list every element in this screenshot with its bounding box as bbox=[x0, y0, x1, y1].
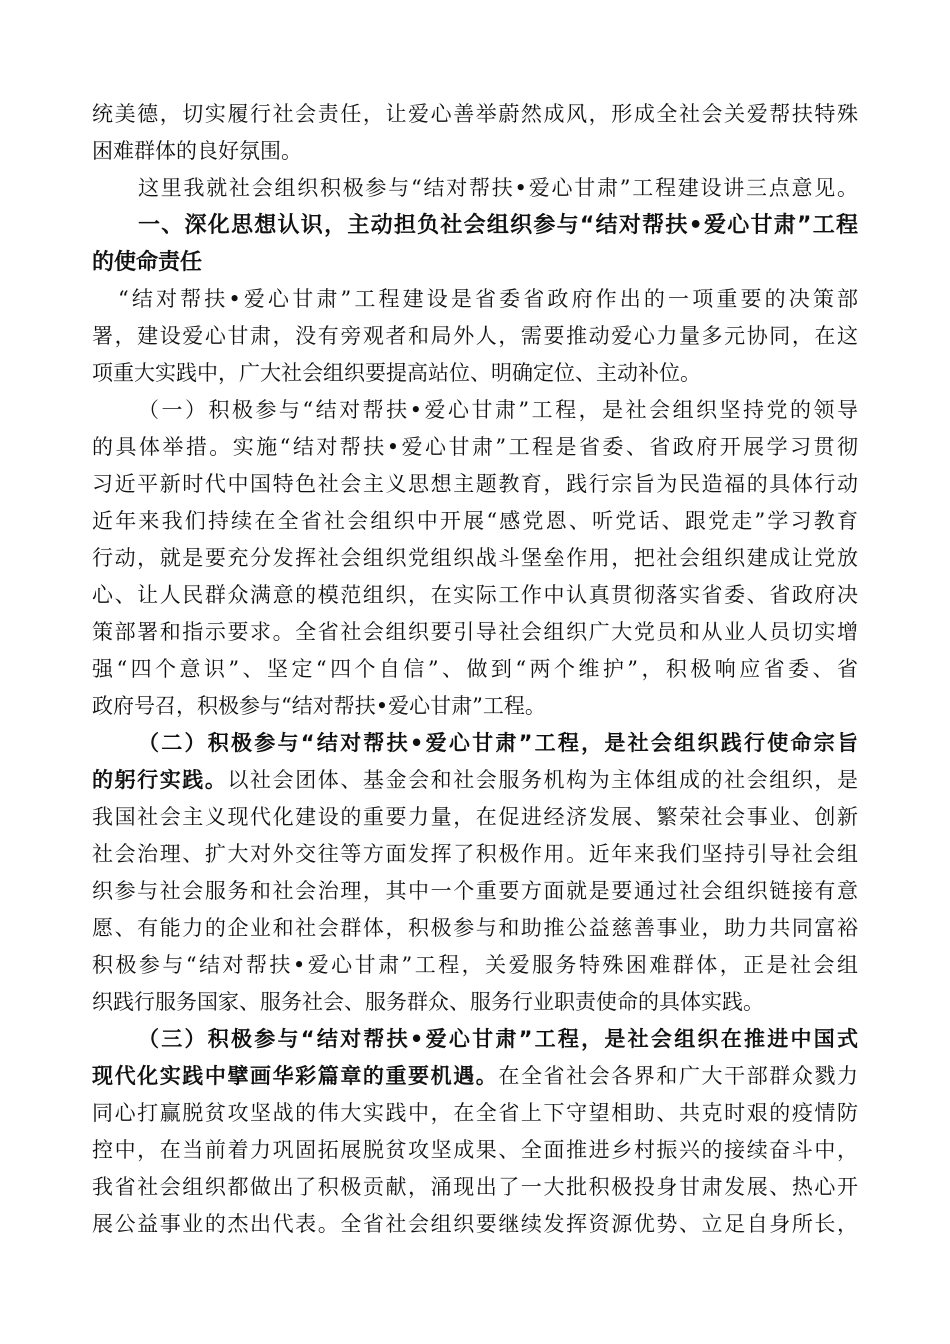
text-segment: 织践行服务国家、服务社会、服务群众、服务行业职责使命的具体实践。 bbox=[92, 990, 764, 1014]
text-segment: 积极参与“结对帮扶•爱心甘肃”工程，关爱服务特殊困难群体，正是社会组 bbox=[92, 953, 858, 977]
text-segment: 近年来我们持续在全省社会组织中开展“感党恩、听党话、跟党走”学习教育 bbox=[92, 509, 858, 533]
text-line bbox=[92, 1169, 858, 1206]
text-segment: 我省社会组织都做出了积极贡献，涌现出了一大批积极投身甘肃发展、热心开 bbox=[92, 1175, 858, 1199]
text-line bbox=[92, 1021, 858, 1058]
text-segment: 我国社会主义现代化建设的重要力量，在促进经济发展、繁荣社会事业、创新 bbox=[92, 805, 858, 829]
text-segment: 习近平新时代中国特色社会主义思想主题教育，践行宗旨为民造福的具体行动 bbox=[92, 472, 858, 496]
text-line bbox=[92, 392, 858, 429]
text-segment: 困难群体的良好氛围。 bbox=[92, 139, 302, 163]
text-segment: 统美德，切实履行社会责任，让爱心善举蔚然成风，形成全社会关爱帮扶特殊 bbox=[92, 102, 858, 126]
text-line bbox=[92, 984, 858, 1021]
text-segment: 以社会团体、基金会和社会服务机构为主体组成的社会组织，是 bbox=[227, 768, 859, 792]
section-heading-line bbox=[92, 244, 858, 281]
text-segment: （一）积极参与“结对帮扶•爱心甘肃”工程，是社会组织坚持党的领导 bbox=[138, 398, 858, 422]
bold-text: （三）积极参与“结对帮扶•爱心甘肃”工程，是社会组织在推进中国式 bbox=[138, 1027, 858, 1051]
text-segment: 项重大实践中，广大社会组织要提高站位、明确定位、主动补位。 bbox=[92, 361, 701, 385]
text-segment: 强“四个意识”、坚定“四个自信”、做到“两个维护”，积极响应省委、省 bbox=[92, 657, 858, 681]
text-segment: 在全省社会各界和广大干部群众戮力 bbox=[498, 1064, 859, 1088]
text-line bbox=[92, 466, 858, 503]
text-segment: 心、让人民群众满意的模范组织，在实际工作中认真贯彻落实省委、省政府决 bbox=[92, 583, 858, 607]
text-segment: 社会治理、扩大对外交往等方面发挥了积极作用。近年来我们坚持引导社会组 bbox=[92, 842, 858, 866]
text-segment: 一、深化思想认识，主动担负社会组织参与“结对帮扶•爱心甘肃”工程 bbox=[138, 213, 858, 238]
text-segment: 展公益事业的杰出代表。全省社会组织要继续发挥资源优势、立足自身所长， bbox=[92, 1212, 858, 1236]
text-line bbox=[92, 429, 858, 466]
text-line bbox=[92, 577, 858, 614]
text-line bbox=[92, 651, 858, 688]
bold-text: 现代化实践中擘画华彩篇章的重要机遇。 bbox=[92, 1064, 499, 1088]
section-heading-line bbox=[92, 207, 858, 244]
text-segment: 的具体举措。实施“结对帮扶•爱心甘肃”工程是省委、省政府开展学习贯彻 bbox=[92, 435, 858, 459]
text-line bbox=[92, 836, 858, 873]
text-line bbox=[92, 799, 858, 836]
bold-text: 的躬行实践。 bbox=[92, 768, 228, 792]
text-segment: 同心打赢脱贫攻坚战的伟大实践中，在全省上下守望相助、共克时艰的疫情防 bbox=[92, 1101, 858, 1125]
text-line bbox=[92, 540, 858, 577]
text-line bbox=[92, 355, 858, 392]
text-line bbox=[92, 873, 858, 910]
text-line bbox=[92, 1206, 858, 1243]
text-line bbox=[92, 1132, 858, 1169]
text-line bbox=[92, 133, 858, 170]
text-line bbox=[92, 614, 858, 651]
text-segment: “结对帮扶•爱心甘肃”工程建设是省委省政府作出的一项重要的决策部 bbox=[118, 287, 858, 311]
text-line bbox=[92, 688, 858, 725]
bold-text: （二）积极参与“结对帮扶•爱心甘肃”工程，是社会组织践行使命宗旨 bbox=[138, 731, 858, 755]
text-line bbox=[92, 947, 858, 984]
text-segment: 织参与社会服务和社会治理，其中一个重要方面就是要通过社会组织链接有意 bbox=[92, 879, 858, 903]
text-line bbox=[92, 281, 858, 318]
text-segment: 政府号召，积极参与“结对帮扶•爱心甘肃”工程。 bbox=[92, 694, 546, 718]
text-line bbox=[92, 318, 858, 355]
text-line bbox=[92, 762, 858, 799]
text-line bbox=[92, 503, 858, 540]
text-segment: 署，建设爱心甘肃，没有旁观者和局外人，需要推动爱心力量多元协同，在这 bbox=[92, 324, 858, 348]
text-segment: 这里我就社会组织积极参与“结对帮扶•爱心甘肃”工程建设讲三点意见。 bbox=[138, 176, 858, 200]
text-line bbox=[92, 910, 858, 947]
text-line bbox=[92, 725, 858, 762]
text-segment: 策部署和指示要求。全省社会组织要引导社会组织广大党员和从业人员切实增 bbox=[92, 620, 858, 644]
text-segment: 的使命责任 bbox=[92, 250, 203, 275]
text-segment: 行动，就是要充分发挥社会组织党组织战斗堡垒作用，把社会组织建成让党放 bbox=[92, 546, 858, 570]
text-line bbox=[92, 96, 858, 133]
text-line bbox=[92, 170, 858, 207]
text-line bbox=[92, 1058, 858, 1095]
text-line bbox=[92, 1095, 858, 1132]
document-body bbox=[92, 96, 858, 1243]
text-segment: 愿、有能力的企业和社会群体，积极参与和助推公益慈善事业，助力共同富裕 bbox=[92, 916, 858, 940]
text-segment: 控中，在当前着力巩固拓展脱贫攻坚成果、全面推进乡村振兴的接续奋斗中， bbox=[92, 1138, 858, 1162]
